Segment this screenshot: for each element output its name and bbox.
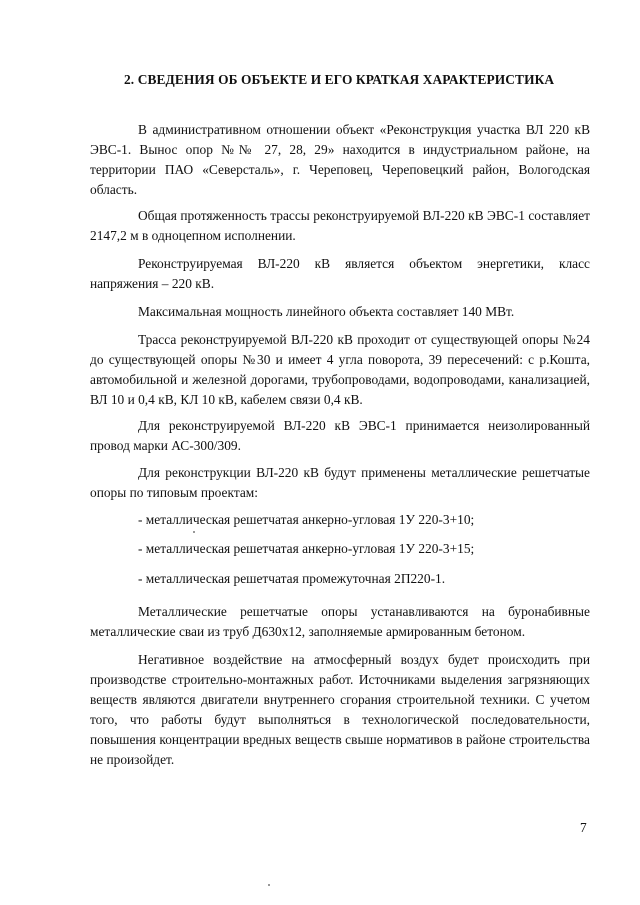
bullet-item-1: - металлическая решетчатая анкерно-угловая 1У 220-3+10; <box>138 512 475 527</box>
scan-speck <box>268 884 270 886</box>
section-heading: 2. СВЕДЕНИЯ ОБ ОБЪЕКТЕ И ЕГО КРАТКАЯ ХАРАКТЕРИСТИКА <box>124 72 555 87</box>
paragraph-max-power: Максимальная мощность линейного объекта составляет 140 МВт. <box>138 304 515 319</box>
bullet-item-2: - металлическая решетчатая анкерно-угловая 1У 220-3+15; <box>138 541 475 556</box>
paragraph-foundations: Металлические решетчатые опоры устанавливаются на буронабивные металлические сваи из труб Д630х12, заполняемые армированным бетоном. <box>90 604 590 639</box>
paragraph-length: Общая протяженность трассы реконструируемой ВЛ-220 кВ ЭВС-1 составляет 2147,2 м в одноцепном исполнении. <box>90 208 590 243</box>
paragraph-route: Трасса реконструируемой ВЛ-220 кВ проходит от существующей опоры №24 до существующей опоры №30 и имеет 4 угла поворота, 39 пересечений: с р.Кошта, автомобильной и железной дорогами, трубопроводами, водопроводами, канализацией, ВЛ 10 и 0,4 кВ, КЛ 10 кВ, кабелем связи 0,4 кВ. <box>90 332 590 407</box>
paragraph-location: В административном отношении объект «Реконструкция участка ВЛ 220 кВ ЭВС-1. Вынос опор №№ 27, 28, 29» находится в индустриальном районе, на территории ПАО «Северсталь», г. Череповец, Череповецкий район, Вологодская область. <box>90 122 590 197</box>
paragraph-supports: Для реконструкции ВЛ-220 кВ будут применены металлические решетчатые опоры по типовым проектам: <box>90 465 590 500</box>
paragraph-air-impact: Негативное воздействие на атмосферный воздух будет происходить при производстве строительно-монтажных работ. Источниками выделения загрязняющих веществ являются двигатели внутреннего сгорания строительной техники. С учетом того, что работы будут выполняться в технологической последовательности, повышения концентрации вредных веществ свыше нормативов в районе строительства не произойдет. <box>90 652 590 767</box>
page-number: 7 <box>580 820 587 835</box>
bullet-item-3: - металлическая решетчатая промежуточная 2П220-1. <box>138 571 446 586</box>
paragraph-wire: Для реконструируемой ВЛ-220 кВ ЭВС-1 принимается неизолированный провод марки АС-300/309. <box>90 418 590 453</box>
scan-speck <box>193 531 195 533</box>
paragraph-voltage-class: Реконструируемая ВЛ-220 кВ является объектом энергетики, класс напряжения – 220 кВ. <box>90 256 590 291</box>
